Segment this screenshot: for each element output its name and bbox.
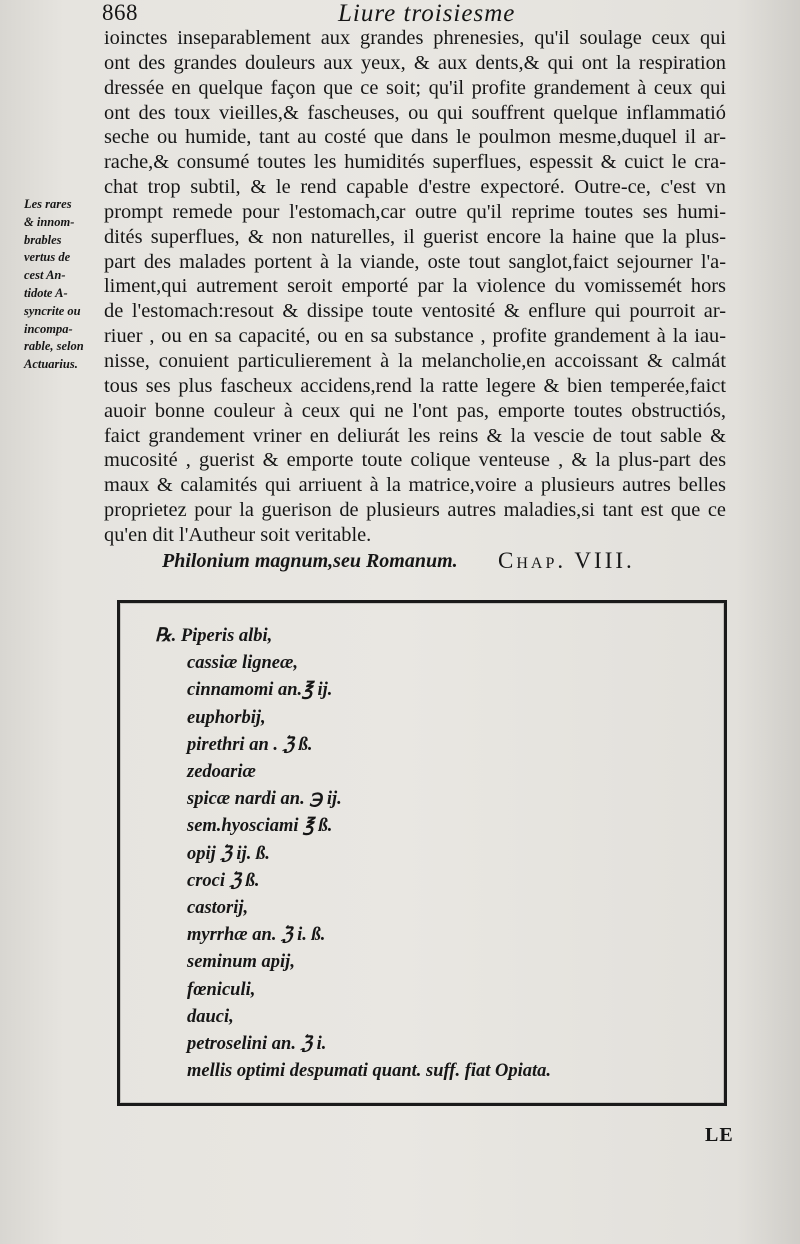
body-line: dressée en quelque façon que ce soit; qu'il profite grandement à ceux qui	[104, 76, 726, 99]
body-line: rache,& consumé toutes les humidités superflues, espessit & cuict le cra-	[104, 151, 726, 174]
recipe-line: cassiæ ligneæ,	[187, 653, 298, 674]
body-line: mucosité , guerist & emporte toute colique venteuse , & la plus-part des	[104, 449, 726, 472]
margin-note-line: brables	[24, 232, 62, 247]
body-line: proprietez pour la guerison de plusieurs autres maladies,si tant est que ce	[104, 499, 726, 522]
body-line: qu'en dit l'Autheur soit veritable.	[104, 523, 372, 546]
catchword: LE	[705, 1124, 734, 1146]
recipe-line: cinnamomi an.℥ ij.	[187, 680, 333, 701]
body-line: liment,qui autrement seroit emporté par la violence du vomissemét hors	[104, 275, 726, 298]
body-line: prompt remede pour l'estomach,car outre qu'il reprime toutes ses humi-	[104, 200, 726, 223]
recipe-line: euphorbij,	[187, 707, 266, 728]
chapter-title: Philonium magnum,seu Romanum.	[162, 550, 458, 572]
margin-note-line: tidote A-	[24, 285, 68, 300]
chapter-label: Chap. VIII.	[498, 548, 635, 573]
recipe-list	[155, 623, 551, 1085]
margin-note	[24, 196, 104, 374]
recipe-line: spicæ nardi an. ℈ ij.	[187, 789, 342, 810]
recipe-line: zedoariæ	[187, 762, 256, 783]
body-line: nisse, conuient particulierement à la melancholie,en accoissant & calmát	[104, 349, 726, 372]
running-title: Liure troisiesme	[338, 0, 516, 27]
margin-note-line: incompa-	[24, 321, 73, 336]
margin-note-line: & innom-	[24, 214, 75, 229]
chapter-heading	[162, 550, 682, 580]
margin-note-line: Actuarius.	[24, 357, 78, 372]
recipe-line: ℞. Piperis albi,	[155, 626, 273, 646]
body-line: ont des grandes douleurs aux yeux, & aux dents,& qui ont la respiration	[104, 51, 726, 74]
body-line: maux & calamités qui arriuent à la matrice,voire a plusieurs autres belles	[104, 474, 726, 497]
body-line: tous ses plus fascheux accidens,rend la ratte legere & bien temperée,faict	[104, 374, 726, 397]
body-line: ioinctes inseparablement aux grandes phrenesies, qu'il soulage ceux qui	[104, 27, 726, 49]
margin-note-line: rable, selon	[24, 339, 84, 354]
recipe-line: seminum apij,	[187, 952, 295, 973]
recipe-line: dauci,	[187, 1006, 234, 1027]
recipe-line: petroselini an. ℨ i.	[187, 1034, 327, 1055]
recipe-line: opij ℨ ij. ß.	[187, 843, 270, 864]
recipe-line: croci ℨ ß.	[187, 870, 260, 891]
margin-note-line: Les rares	[24, 197, 72, 211]
body-line: dités superflues, & non naturelles, il guerist encore la haine que la plus-	[104, 225, 726, 248]
recipe-line: pirethri an . ℨ ß.	[187, 734, 313, 755]
margin-note-line: cest An-	[24, 268, 66, 283]
recipe-line: mellis optimi despumati quant. suff. fiat Opiata.	[187, 1061, 552, 1082]
recipe-line: myrrhæ an. ℨ i. ß.	[187, 925, 326, 946]
margin-note-line: vertus de	[24, 250, 71, 265]
body-line: ont des toux vieilles,& fascheuses, ou qui souffrent quelque inflammatió	[104, 101, 726, 124]
body-line: auoir bonne couleur à ceux qui ne l'ont pas, emporte toutes obstructiós,	[104, 399, 726, 422]
recipe-box	[117, 600, 727, 1106]
recipe-line: sem.hyosciami ℥ ß.	[187, 816, 333, 837]
recipe-line: fœniculi,	[187, 979, 256, 1000]
body-line: de l'estomach:resout & dissipe toute ventosité & enflure qui pourroit ar-	[104, 300, 726, 323]
body-line: seche ou humide, tant au costé que dans le poulmon mesme,duquel il ar-	[104, 126, 726, 149]
body-line: chat trop subtil, & le rend capable d'estre expectoré. Outre-ce, c'est vn	[104, 176, 726, 199]
body-line: part des malades portent à la viande, oste tout sanglot,faict sejourner l'a-	[104, 250, 726, 273]
body-line: riuer , ou en sa capacité, ou en sa substance , profite grandement à la iau-	[104, 325, 726, 348]
margin-note-line: syncrite ou	[24, 303, 81, 318]
recipe-line: castorij,	[187, 898, 249, 919]
body-line: faict grandement vriner en deliurát les reins & la vescie de tout sable &	[104, 424, 726, 447]
body-paragraph	[104, 26, 726, 548]
page-number: 868	[102, 0, 138, 25]
